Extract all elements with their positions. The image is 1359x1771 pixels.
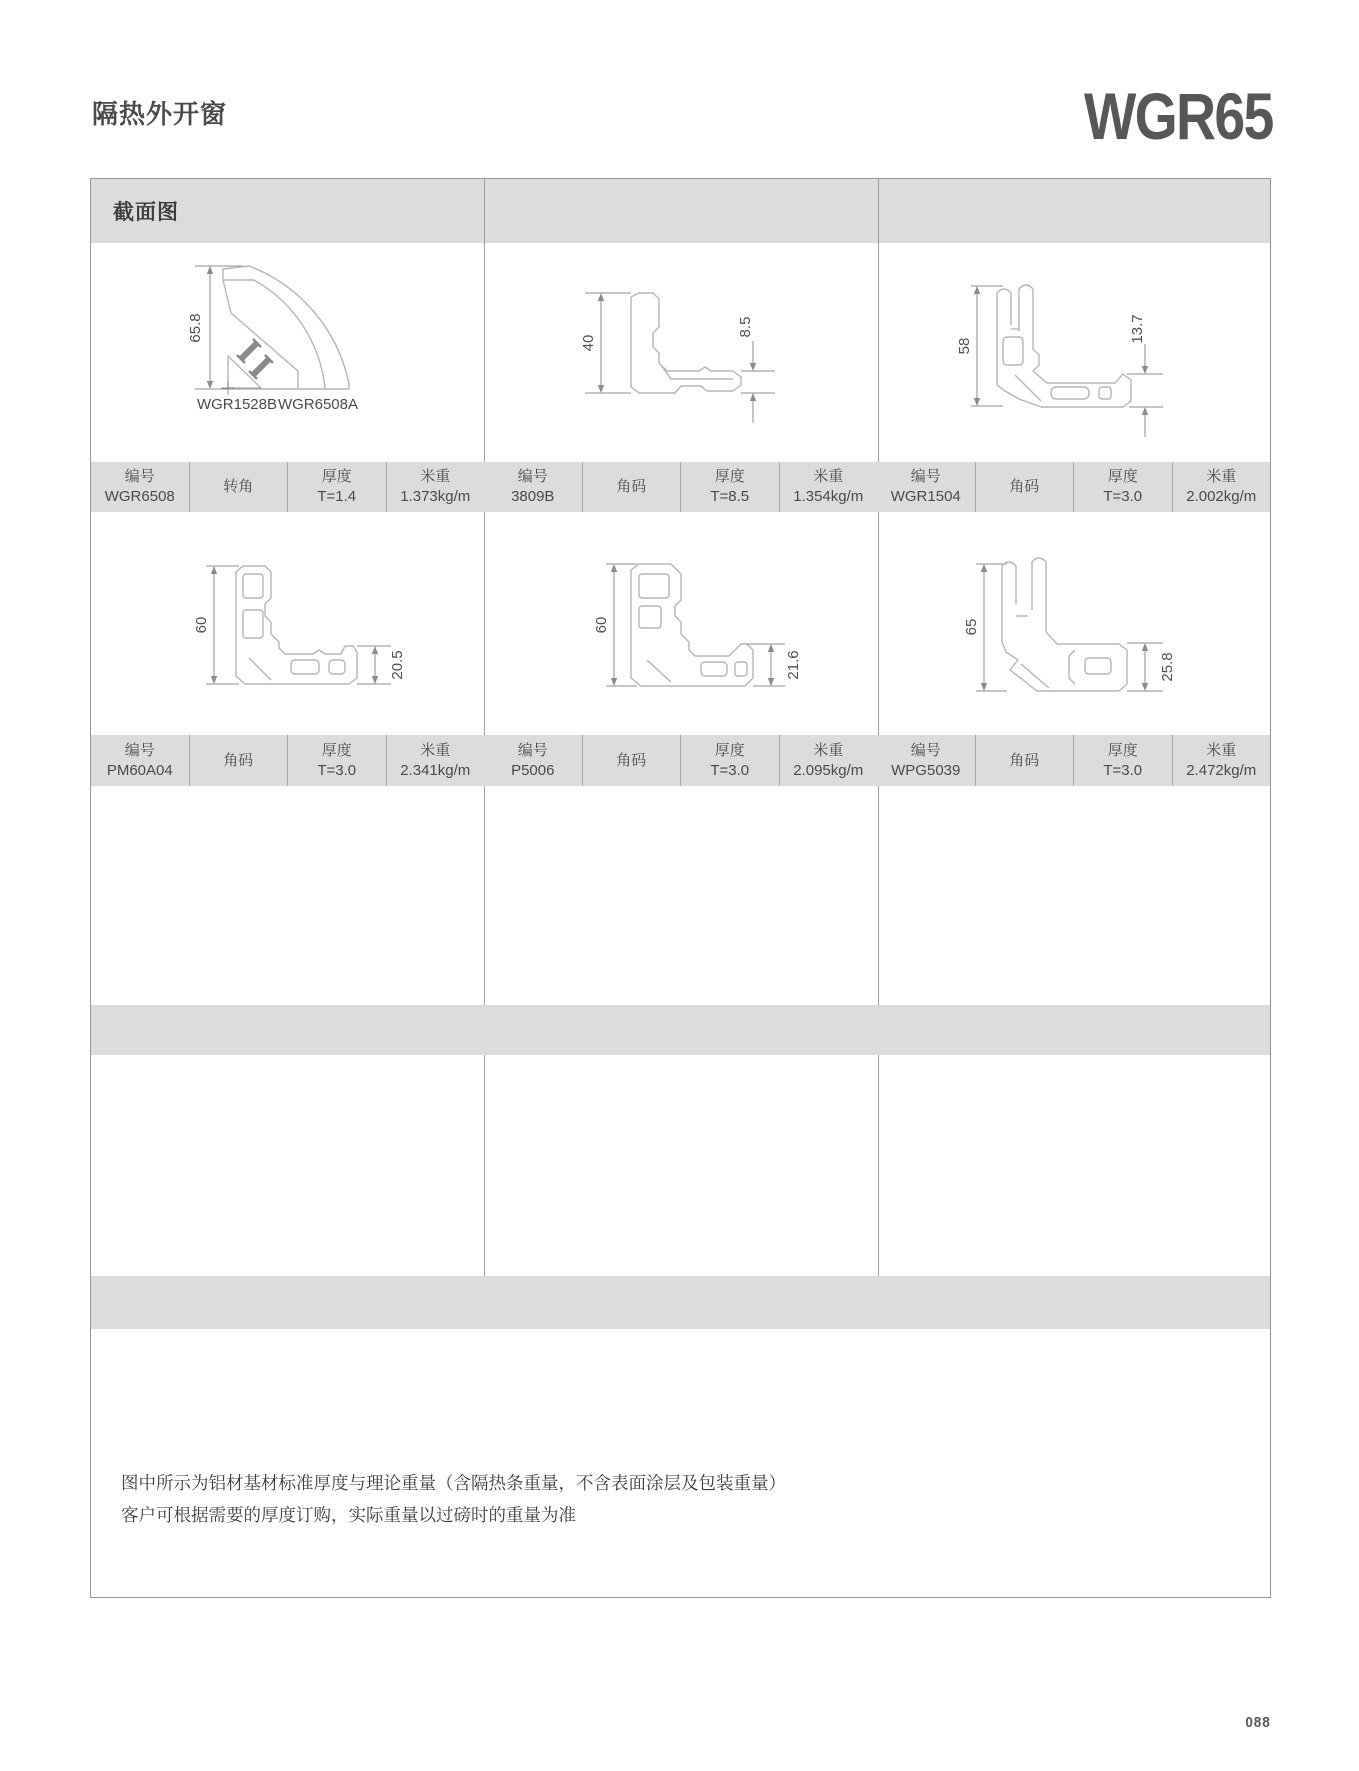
spec-cell-type: 角码 [975, 735, 1074, 786]
spec-p5006 [484, 735, 877, 786]
spec-cell-code: 编号 PM60A04 [106, 741, 173, 779]
profile-drawing-wgr6508 [91, 243, 484, 462]
spec-cell-code: 编号 WPG5039 [891, 741, 961, 779]
empty-spec-band [91, 1005, 1270, 1055]
profile-drawing-wgr1504 [879, 243, 1272, 462]
page-number: 088 [1245, 1714, 1271, 1731]
dim-label-sub: 21.6 [785, 650, 802, 680]
spec-cell-type: 角码 [582, 462, 681, 512]
dim-label-sub: 20.5 [389, 650, 406, 680]
spec-row-1 [91, 462, 1270, 512]
footnote-line-2: 客户可根据需要的厚度订购，实际重量以过磅时的重量为准 [121, 1505, 576, 1525]
spec-cell-weight: 米重 2.472kg/m [1172, 735, 1271, 786]
spec-cell-code: 编号 P5006 [511, 741, 555, 779]
spec-cell-thickness: 厚度 T=1.4 [287, 462, 386, 512]
profile-drawing-wpg5039 [879, 512, 1272, 735]
spec-cell-weight: 米重 2.095kg/m [779, 735, 878, 786]
spec-cell-weight: 米重 1.354kg/m [779, 462, 878, 512]
footnotes [121, 1467, 786, 1531]
dim-label-sub: 13.7 [1129, 314, 1146, 344]
spec-cell-thickness: 厚度 T=8.5 [680, 462, 779, 512]
dim-label-sub: 8.5 [737, 316, 754, 338]
spec-pm60a04 [91, 735, 484, 786]
spec-cell-code: 编号 WGR6508 [104, 468, 175, 505]
spec-cell-weight: 米重 1.373kg/m [386, 462, 485, 512]
dim-label-main: 58 [956, 337, 973, 355]
spec-cell-type: 转角 [189, 462, 288, 512]
spec-row-2 [91, 735, 1270, 786]
spec-cell-weight: 米重 2.341kg/m [386, 735, 485, 786]
spec-cell-type: 角码 [582, 735, 681, 786]
corner-bracket-diagram [485, 243, 878, 462]
footnote-line-1: 图中所示为铝材基材标准厚度与理论重量（含隔热条重量，不含表面涂层及包装重量） [121, 1473, 786, 1493]
spec-wgr6508 [91, 462, 484, 512]
spec-wgr1504 [877, 462, 1270, 512]
dim-label-main: 40 [580, 334, 597, 352]
page-title: 隔热外开窗 [92, 99, 228, 129]
spec-cell-thickness: 厚度 T=3.0 [287, 735, 386, 786]
spec-cell-thickness: 厚度 T=3.0 [1073, 735, 1172, 786]
spec-cell-thickness: 厚度 T=3.0 [1073, 462, 1172, 512]
spec-cell-code: 编号 WGR1504 [890, 468, 961, 505]
dim-label-main: 60 [593, 616, 610, 634]
spec-cell-code: 编号 3809B [511, 468, 555, 505]
part-label-2: WGR6508A [277, 396, 359, 413]
corner-profile-diagram [879, 512, 1272, 735]
profile-drawing-p5006 [485, 512, 878, 735]
profile-table [90, 178, 1271, 1598]
corner-profile-diagram [485, 512, 878, 735]
spec-cell-weight: 米重 2.002kg/m [1172, 462, 1271, 512]
dim-label-sub: 25.8 [1159, 652, 1176, 682]
spec-3809b [484, 462, 877, 512]
profile-drawing-pm60a04 [91, 512, 484, 735]
dim-label-main: 65.8 [187, 313, 204, 343]
spec-wpg5039 [877, 735, 1270, 786]
empty-spec-band [91, 1276, 1270, 1329]
spec-cell-type: 角码 [975, 462, 1074, 512]
part-label-1: WGR1528B [196, 396, 278, 413]
corner-profile-diagram [91, 243, 484, 462]
spec-cell-type: 角码 [189, 735, 288, 786]
model-code: WGR65 [1084, 79, 1273, 153]
section-header-label: 截面图 [113, 201, 179, 224]
corner-profile-diagram [91, 512, 484, 735]
corner-profile-diagram [879, 243, 1272, 462]
dim-label-main: 65 [963, 618, 980, 636]
profile-drawing-3809b [485, 243, 878, 462]
dim-label-main: 60 [193, 616, 210, 634]
section-header-band [91, 179, 1270, 243]
spec-cell-thickness: 厚度 T=3.0 [680, 735, 779, 786]
